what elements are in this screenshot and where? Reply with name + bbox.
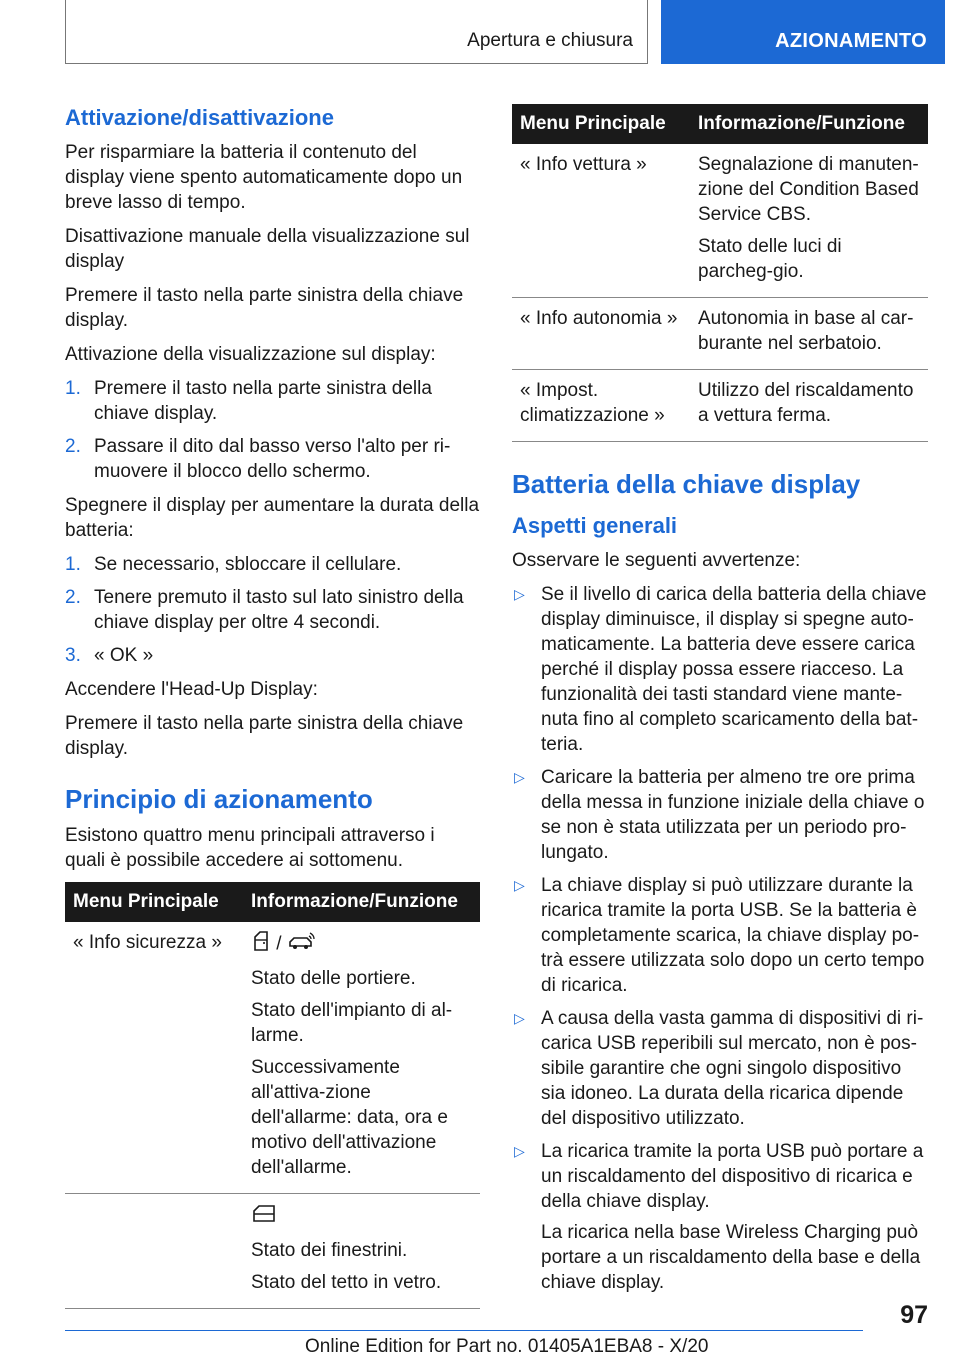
step-number: 2. bbox=[65, 436, 81, 457]
step-number: 2. bbox=[65, 587, 81, 608]
list-item bbox=[512, 873, 928, 998]
steps-list-activation bbox=[65, 376, 480, 484]
list-item bbox=[512, 1139, 928, 1295]
icon-line bbox=[251, 1202, 472, 1231]
info-line: Stato delle luci di parcheg-gio. bbox=[698, 236, 842, 282]
list-item bbox=[65, 643, 480, 668]
step-text: Passare il dito dal basso verso l'alto per ri-muovere il blocco dello schermo. bbox=[94, 436, 451, 482]
header-chapter-tab bbox=[661, 0, 945, 64]
car-alarm-icon bbox=[287, 930, 317, 959]
info-cell bbox=[690, 370, 928, 442]
menu-table-left bbox=[65, 882, 480, 1309]
step-text: Se necessario, sbloccare il cellulare. bbox=[94, 554, 402, 575]
steps-list-switch-off bbox=[65, 552, 480, 668]
step-number: 3. bbox=[65, 645, 81, 666]
paragraph: Accendere l'Head-Up Display: bbox=[65, 679, 318, 700]
bullet-extra-text: La ricarica nella base Wireless Charging può portare a un riscaldamento della base e della chiave display. bbox=[541, 1222, 921, 1293]
warnings-list bbox=[512, 582, 928, 1295]
table-row bbox=[65, 1194, 480, 1309]
table-row bbox=[512, 144, 928, 298]
paragraph: Premere il tasto nella parte sinistra della chiave display. bbox=[65, 285, 464, 331]
bullet-text: Caricare la batteria per almeno tre ore prima della messa in funzione iniziale della chiave o se non è stata utilizzata per un periodo pro-lungato. bbox=[541, 767, 925, 863]
info-line: Stato delle portiere. bbox=[251, 968, 416, 989]
info-line: Segnalazione di manuten-zione del Condition Based Service CBS. bbox=[698, 154, 919, 225]
footer-divider bbox=[65, 1330, 863, 1331]
list-item bbox=[65, 585, 480, 635]
bullet-triangle-icon: ▷ bbox=[514, 1010, 525, 1026]
menu-cell: « Info sicurezza » bbox=[65, 922, 243, 1194]
page-number: 97 bbox=[900, 1301, 928, 1329]
header-chapter-title: AZIONAMENTO bbox=[775, 30, 927, 52]
list-item bbox=[65, 434, 480, 484]
bullet-triangle-icon: ▷ bbox=[514, 769, 525, 785]
list-item bbox=[512, 765, 928, 865]
bullet-triangle-icon: ▷ bbox=[514, 877, 525, 893]
bullet-triangle-icon: ▷ bbox=[514, 586, 525, 602]
paragraph: Esistono quattro menu principali attraverso i quali è possibile accedere ai sottomenu. bbox=[65, 825, 435, 871]
info-cell bbox=[243, 1194, 480, 1309]
step-text: « OK » bbox=[94, 645, 154, 666]
bullet-text: A causa della vasta gamma di dispositivi di ri-carica USB reperibili sul mercato, non è pos-sibile garantire che ogni singolo dispositivo sia idoneo. La durata della ricarica dipende del dispositivo utilizzato. bbox=[541, 1008, 924, 1129]
info-line: Stato dell'impianto di al-larme. bbox=[251, 1000, 453, 1046]
column-header-info: Informazione/Funzione bbox=[690, 104, 928, 144]
list-item bbox=[65, 376, 480, 426]
step-text: Tenere premuto il tasto sul lato sinistro della chiave display per oltre 4 secondi. bbox=[94, 587, 464, 633]
menu-cell: « Info autonomia » bbox=[512, 298, 690, 370]
bullet-text: La chiave display si può utilizzare durante la ricarica tramite la porta USB. Se la batteria è completamente scarica, la chiave display po-trà essere utilizzata solo dopo un certo tempo di ricarica. bbox=[541, 875, 925, 996]
left-column bbox=[65, 100, 480, 1309]
table-row bbox=[512, 298, 928, 370]
column-header-menu: Menu Principale bbox=[65, 882, 243, 922]
table-row bbox=[65, 922, 480, 1194]
menu-cell: « Impost. climatizzazione » bbox=[512, 370, 690, 442]
heading-batteria: Batteria della chiave display bbox=[512, 469, 861, 499]
bullet-text: La ricarica tramite la porta USB può portare a un riscaldamento del dispositivo di ricarica e della chiave display. bbox=[541, 1141, 924, 1212]
paragraph: Spegnere il display per aumentare la durata della batteria: bbox=[65, 495, 480, 541]
icon-line bbox=[251, 930, 472, 959]
info-cell bbox=[690, 144, 928, 298]
header-section-title: Apertura e chiusura bbox=[467, 30, 633, 51]
info-line: Stato dei finestrini. bbox=[251, 1240, 408, 1261]
info-cell bbox=[243, 922, 480, 1194]
menu-table-right bbox=[512, 104, 928, 442]
header-section-box bbox=[65, 0, 648, 64]
paragraph: Per risparmiare la batteria il contenuto del display viene spento automaticamente dopo un breve lasso di tempo. bbox=[65, 142, 463, 213]
heading-principio: Principio di azionamento bbox=[65, 784, 373, 814]
column-header-menu: Menu Principale bbox=[512, 104, 690, 144]
car-door-icon bbox=[251, 930, 271, 959]
heading-attivazione: Attivazione/disattivazione bbox=[65, 105, 334, 130]
menu-cell: « Info vettura » bbox=[512, 144, 690, 298]
info-line: Utilizzo del riscaldamento a vettura ferma. bbox=[698, 380, 914, 426]
car-window-icon bbox=[251, 1202, 277, 1231]
step-text: Premere il tasto nella parte sinistra della chiave display. bbox=[94, 378, 432, 424]
step-number: 1. bbox=[65, 554, 81, 575]
icon-separator: / bbox=[276, 933, 282, 955]
paragraph: Osservare le seguenti avvertenze: bbox=[512, 550, 801, 571]
paragraph: Disattivazione manuale della visualizzazione sul display bbox=[65, 226, 470, 272]
menu-cell bbox=[65, 1194, 243, 1309]
info-line: Successivamente all'attiva-zione dell'allarme: data, ora e motivo dell'attivazione dell'allarme. bbox=[251, 1057, 448, 1178]
column-header-info: Informazione/Funzione bbox=[243, 882, 480, 922]
list-item bbox=[512, 582, 928, 757]
table-header-row bbox=[65, 882, 480, 922]
paragraph: Premere il tasto nella parte sinistra della chiave display. bbox=[65, 713, 464, 759]
info-line: Stato del tetto in vetro. bbox=[251, 1272, 442, 1293]
footer-edition: Online Edition for Part no. 01405A1EBA8 - X/20 bbox=[305, 1336, 709, 1357]
table-header-row bbox=[512, 104, 928, 144]
list-item bbox=[65, 552, 480, 577]
list-item bbox=[512, 1006, 928, 1131]
step-number: 1. bbox=[65, 378, 81, 399]
bullet-text: Se il livello di carica della batteria della chiave display diminuisce, il display si spegne auto-maticamente. La batteria deve essere carica perché il display possa essere riacceso. La funzionalità dei tasti standard viene mante-nuta fino al completo scaricamento della bat-teria. bbox=[541, 584, 927, 755]
bullet-triangle-icon: ▷ bbox=[514, 1143, 525, 1159]
paragraph: Attivazione della visualizzazione sul display: bbox=[65, 344, 436, 365]
info-line: Autonomia in base al car-burante nel serbatoio. bbox=[698, 308, 914, 354]
table-row bbox=[512, 370, 928, 442]
right-column bbox=[512, 104, 928, 1303]
info-cell bbox=[690, 298, 928, 370]
heading-aspetti: Aspetti generali bbox=[512, 513, 678, 538]
